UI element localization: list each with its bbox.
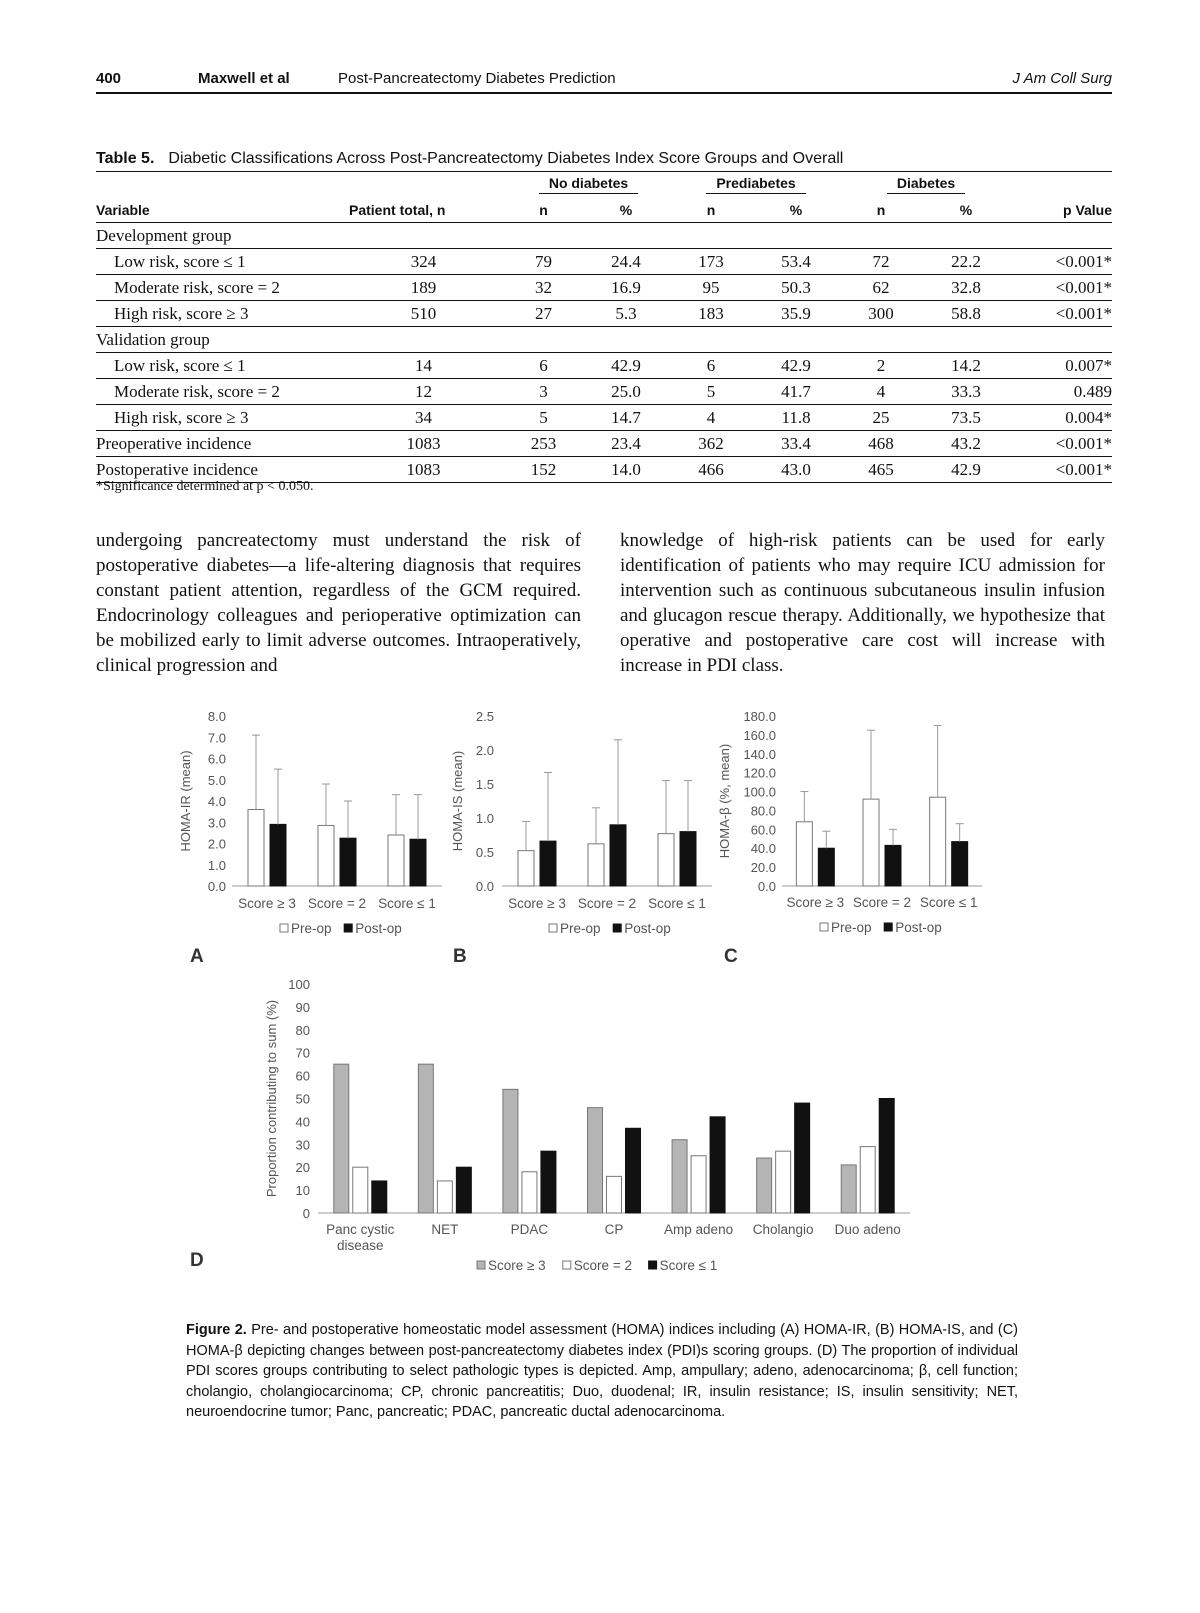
y-tick-label: 180.0 [743,709,776,724]
bar [930,797,946,886]
x-tick-label: Score = 2 [577,896,637,911]
x-tick-label: Panc cystic [326,1222,395,1237]
bar [610,825,626,886]
bar [776,1151,791,1213]
x-tick-label: disease [337,1238,384,1253]
page-number: 400 [96,70,122,87]
bar [334,1064,349,1213]
table-label: Table 5. [96,150,155,167]
y-axis-label: HOMA-IR (mean) [178,750,193,852]
bar [541,1151,556,1213]
x-tick-label: Score ≤ 1 [378,896,436,911]
y-tick-label: 0.5 [475,845,494,860]
legend-label: Pre-op [831,920,872,935]
x-tick-label: PDAC [510,1222,549,1237]
legend-swatch [820,923,828,931]
x-tick-label: Cholangio [752,1222,814,1237]
y-tick-label: 2.5 [475,709,494,724]
bar [588,844,604,886]
bar [863,799,879,886]
y-axis-label: Proportion contributing to sum (%) [264,999,279,1198]
bar [503,1089,518,1213]
table-row: High risk, score ≥ 3 510 27 5.3 183 35.9 300 58.8 <0.001* [96,301,1112,327]
y-tick-label: 3.0 [207,815,226,831]
bar [952,842,968,886]
bar [680,832,696,886]
legend-swatch [563,1261,571,1269]
body-text-left: undergoing pancreatectomy must understand the risk of postoperative diabetes—a life-altering diagnosis that requires constant patient attention, regardless of the GCM required. Endocrinology colleagues and perioperative optimization can be mobilized early to limit adverse outcomes. Intraoperatively, clinical progression and [96,530,581,676]
x-tick-label: Score ≥ 3 [508,896,566,911]
section-label-validation: Validation group [96,327,1112,353]
bar [318,825,334,886]
table-row: High risk, score ≥ 3 34 5 14.7 4 11.8 25 73.5 0.004* [96,405,1112,431]
col-header-n: n [539,201,548,218]
x-tick-label: Amp adeno [664,1222,734,1237]
panel-label: D [190,1250,204,1271]
y-tick-label: 40 [295,1114,310,1130]
x-tick-label: Score = 2 [852,895,912,910]
legend-label: Score = 2 [573,1258,632,1273]
group-header-no-diabetes: No diabetes [506,172,671,198]
y-tick-label: 0.0 [207,879,226,894]
legend-label: Score ≥ 3 [488,1258,546,1273]
y-tick-label: 30 [295,1137,310,1153]
y-tick-label: 20.0 [750,860,776,876]
col-header-n: n [706,201,716,218]
table-row: Low risk, score ≤ 1 14 6 42.9 6 42.9 2 14.2 0.007* [96,353,1112,379]
table-row: Moderate risk, score = 2 12 3 25.0 5 41.7 4 33.3 0.489 [96,379,1112,405]
table-title: Diabetic Classifications Across Post-Pancreatectomy Diabetes Index Score Groups and Overall [168,150,844,167]
legend-label: Post-op [355,921,402,936]
bar [796,822,812,886]
y-tick-label: 70 [295,1045,310,1061]
x-tick-label: CP [604,1222,624,1237]
bar [248,810,264,887]
y-tick-label: 1.5 [475,777,494,792]
bar [860,1147,875,1213]
y-tick-label: 120.0 [743,765,776,781]
y-tick-label: 50 [295,1091,310,1107]
col-header-pct: % [619,201,633,218]
bar [372,1181,387,1213]
section-label-development: Development group [96,223,1112,249]
bar [672,1140,687,1213]
x-tick-label: Score ≤ 1 [648,896,706,911]
y-tick-label: 8.0 [207,709,226,724]
bar [418,1064,433,1213]
y-tick-label: 5.0 [207,772,226,788]
y-tick-label: 4.0 [207,794,226,809]
bar [818,848,834,886]
legend-label: Post-op [624,921,671,936]
bar [885,845,901,886]
col-header-pct: % [959,201,973,218]
table-row: Low risk, score ≤ 1 324 79 24.4 173 53.4 72 22.2 <0.001* [96,249,1112,275]
header-journal: J Am Coll Surg [1012,70,1112,87]
y-tick-label: 90 [295,999,310,1015]
bar [522,1172,537,1213]
y-tick-label: 80.0 [750,803,776,819]
table-row: Preoperative incidence 1083 253 23.4 362 33.4 468 43.2 <0.001* [96,431,1112,457]
group-header-diabetes: Diabetes [841,172,1011,198]
bar [658,834,674,886]
y-tick-label: 2.0 [207,836,226,852]
y-tick-label: 20 [295,1160,310,1176]
bar [518,851,534,886]
table-row: Postoperative incidence 1083 152 14.0 466 43.0 465 42.9 <0.001* [96,457,1112,483]
y-tick-label: 10 [295,1183,310,1199]
x-tick-label: Score ≥ 3 [238,896,296,911]
bar [437,1181,452,1213]
y-tick-label: 60 [295,1068,310,1084]
figure-caption [186,1320,1018,1423]
legend-label: Score ≤ 1 [659,1258,718,1273]
y-tick-label: 0.0 [757,879,776,894]
legend-label: Pre-op [291,921,332,936]
figure-caption-text: Pre- and postoperative homeostatic model assessment (HOMA) indices including (A) HOMA-IR, (B) HOMA-IS, and (C) HOMA-β depicting changes between post-pancreatectomy diabetes index (PDI)s scoring groups. (D) The proportion of individual PDI scores groups contributing to select pathologic types is depicted. Amp, ampullary; adeno, adenocarcinoma; β, cell function; cholangio, cholangiocarcinoma; CP, chronic pancreatitis; Duo, duodenal; IR, insulin resistance; IS, insulin sensitivity; NET, neuroendocrine tumor; Panc, pancreatic; PDAC, pancreatic ductal adenocarcinoma. [186,1322,1018,1420]
y-tick-label: 1.0 [475,811,494,826]
legend-label: Post-op [895,920,942,935]
bar [607,1176,622,1213]
y-tick-label: 100.0 [743,784,776,800]
x-tick-label: Score ≥ 3 [786,895,845,910]
col-header-n: n [876,201,886,218]
bar [841,1165,856,1213]
bar [757,1158,772,1213]
bar [588,1108,603,1213]
bar [691,1156,706,1213]
x-tick-label: NET [431,1222,459,1237]
col-header-p-value: p Value [1063,201,1113,218]
bar [410,839,426,886]
bar [626,1128,641,1213]
legend-swatch [280,924,288,932]
bar [456,1167,471,1213]
y-tick-label: 40.0 [750,841,776,857]
panel-label: B [453,946,467,967]
table-footnote: *Significance determined at p < 0.050. [96,479,314,494]
panel-label: A [190,946,204,967]
x-tick-label: Score = 2 [307,896,367,911]
legend-swatch [477,1261,485,1269]
col-header-patient-total: Patient total, n [349,201,446,218]
y-tick-label: 0 [302,1206,310,1221]
bar [353,1167,368,1213]
y-tick-label: 160.0 [743,727,776,743]
y-axis-label: HOMA-β (%, mean) [717,743,732,859]
bar [795,1103,810,1213]
legend-swatch [884,923,892,931]
bar [388,835,404,886]
header-running-title: Post-Pancreatectomy Diabetes Prediction [338,70,616,87]
y-tick-label: 140.0 [743,746,776,762]
y-tick-label: 80 [295,1022,310,1038]
x-tick-label: Duo adeno [834,1222,901,1237]
y-tick-label: 60.0 [750,822,776,838]
y-tick-label: 0.0 [475,879,494,894]
y-tick-label: 1.0 [207,857,226,873]
y-tick-label: 100 [288,977,310,992]
legend-swatch [344,924,352,932]
header-authors: Maxwell et al [198,70,290,87]
y-tick-label: 2.0 [475,743,494,758]
legend-swatch [549,924,557,932]
figure-label: Figure 2. [186,1322,247,1338]
x-tick-label: Score ≤ 1 [919,895,978,910]
col-header-variable: Variable [96,201,150,218]
y-tick-label: 6.0 [207,751,226,767]
legend-swatch [613,924,621,932]
panel-label: C [724,946,738,967]
bar [710,1117,725,1213]
bar [540,841,556,886]
y-tick-label: 7.0 [207,730,226,746]
legend-label: Pre-op [560,921,601,936]
y-axis-label: HOMA-IS (mean) [450,750,465,852]
bar [340,838,356,886]
bar [270,824,286,886]
group-header-prediabetes: Prediabetes [671,172,841,198]
legend-swatch [649,1261,657,1269]
table-row: Moderate risk, score = 2 189 32 16.9 95 50.3 62 32.8 <0.001* [96,275,1112,301]
col-header-pct: % [789,201,803,218]
body-text-right: knowledge of high-risk patients can be used for early identification of patients who may require ICU admission for intervention such as continuous subcutaneous insulin infusion and glucagon rescue therapy. Additionally, we hypothesize that operative and postoperative care cost will increase with increase in PDI class. [620,530,1105,676]
bar [879,1099,894,1214]
